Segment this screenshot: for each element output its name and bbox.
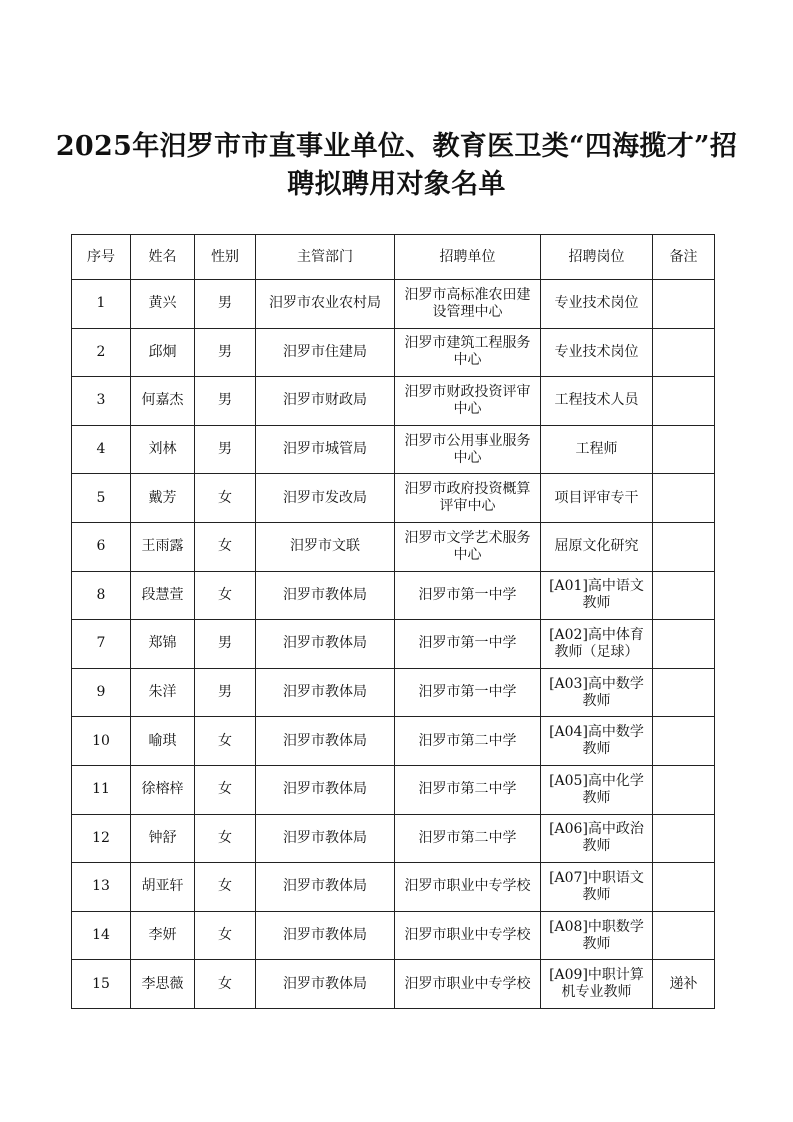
table-row [72, 474, 715, 523]
cell-department: 汨罗市城管局 [256, 425, 395, 474]
cell-department: 汨罗市教体局 [256, 717, 395, 766]
header-department: 主管部门 [256, 235, 395, 280]
cell-remarks [653, 280, 715, 329]
cell-department: 汨罗市教体局 [256, 765, 395, 814]
cell-hiring-unit: 汨罗市第二中学 [395, 765, 541, 814]
cell-position: [A07]中职语文教师 [541, 863, 653, 912]
cell-remarks [653, 522, 715, 571]
cell-name: 王雨露 [131, 522, 195, 571]
cell-name: 李妍 [131, 911, 195, 960]
cell-position: [A02]高中体育教师（足球） [541, 620, 653, 669]
document-title-line1: 2025年汨罗市市直事业单位、教育医卫类“四海揽才”招 [55, 131, 738, 162]
cell-hiring-unit: 汨罗市第二中学 [395, 814, 541, 863]
cell-department: 汨罗市教体局 [256, 814, 395, 863]
cell-gender: 男 [195, 620, 256, 669]
cell-position: 工程技术人员 [541, 377, 653, 426]
cell-serial-number: 10 [72, 717, 131, 766]
cell-hiring-unit: 汨罗市公用事业服务中心 [395, 425, 541, 474]
cell-position: [A09]中职计算机专业教师 [541, 960, 653, 1009]
cell-serial-number: 14 [72, 911, 131, 960]
cell-hiring-unit: 汨罗市第二中学 [395, 717, 541, 766]
cell-gender: 女 [195, 474, 256, 523]
hiring-roster-table [71, 234, 715, 1009]
cell-name: 段慧萱 [131, 571, 195, 620]
cell-department: 汨罗市教体局 [256, 911, 395, 960]
cell-remarks [653, 620, 715, 669]
table-body [72, 280, 715, 1009]
cell-position: 专业技术岗位 [541, 280, 653, 329]
cell-gender: 女 [195, 863, 256, 912]
cell-remarks [653, 717, 715, 766]
cell-remarks [653, 377, 715, 426]
cell-serial-number: 5 [72, 474, 131, 523]
document-title [50, 128, 743, 204]
cell-serial-number: 13 [72, 863, 131, 912]
cell-name: 刘林 [131, 425, 195, 474]
cell-gender: 女 [195, 814, 256, 863]
cell-hiring-unit: 汨罗市职业中专学校 [395, 863, 541, 912]
cell-department: 汨罗市住建局 [256, 328, 395, 377]
cell-serial-number: 2 [72, 328, 131, 377]
cell-name: 黄兴 [131, 280, 195, 329]
cell-remarks [653, 765, 715, 814]
cell-gender: 女 [195, 960, 256, 1009]
cell-department: 汨罗市教体局 [256, 863, 395, 912]
header-position: 招聘岗位 [541, 235, 653, 280]
cell-gender: 女 [195, 717, 256, 766]
cell-serial-number: 6 [72, 522, 131, 571]
header-gender: 性别 [195, 235, 256, 280]
cell-gender: 男 [195, 328, 256, 377]
cell-serial-number: 11 [72, 765, 131, 814]
cell-serial-number: 1 [72, 280, 131, 329]
cell-serial-number: 7 [72, 620, 131, 669]
cell-remarks [653, 911, 715, 960]
cell-remarks [653, 668, 715, 717]
table-row [72, 814, 715, 863]
cell-position: 工程师 [541, 425, 653, 474]
table-row [72, 280, 715, 329]
cell-remarks [653, 814, 715, 863]
table-header-row [72, 235, 715, 280]
cell-gender: 男 [195, 280, 256, 329]
header-remarks: 备注 [653, 235, 715, 280]
cell-name: 朱洋 [131, 668, 195, 717]
table-row [72, 911, 715, 960]
cell-hiring-unit: 汨罗市财政投资评审中心 [395, 377, 541, 426]
cell-name: 邱炯 [131, 328, 195, 377]
cell-hiring-unit: 汨罗市文学艺术服务中心 [395, 522, 541, 571]
table-row [72, 328, 715, 377]
cell-remarks [653, 425, 715, 474]
cell-name: 喻琪 [131, 717, 195, 766]
cell-hiring-unit: 汨罗市政府投资概算评审中心 [395, 474, 541, 523]
cell-hiring-unit: 汨罗市职业中专学校 [395, 960, 541, 1009]
cell-gender: 女 [195, 765, 256, 814]
table-row [72, 620, 715, 669]
cell-name: 胡亚轩 [131, 863, 195, 912]
cell-department: 汨罗市财政局 [256, 377, 395, 426]
cell-gender: 男 [195, 377, 256, 426]
cell-department: 汨罗市教体局 [256, 620, 395, 669]
cell-position: [A05]高中化学教师 [541, 765, 653, 814]
cell-name: 何嘉杰 [131, 377, 195, 426]
cell-hiring-unit: 汨罗市第一中学 [395, 668, 541, 717]
table-row [72, 522, 715, 571]
table-row [72, 717, 715, 766]
table-row [72, 960, 715, 1009]
cell-remarks [653, 863, 715, 912]
cell-remarks [653, 328, 715, 377]
cell-department: 汨罗市教体局 [256, 960, 395, 1009]
cell-gender: 女 [195, 522, 256, 571]
cell-serial-number: 3 [72, 377, 131, 426]
cell-remarks: 递补 [653, 960, 715, 1009]
table-row [72, 571, 715, 620]
cell-position: [A03]高中数学教师 [541, 668, 653, 717]
header-serial-number: 序号 [72, 235, 131, 280]
cell-position: [A01]高中语文教师 [541, 571, 653, 620]
cell-name: 郑锦 [131, 620, 195, 669]
cell-hiring-unit: 汨罗市职业中专学校 [395, 911, 541, 960]
cell-position: 专业技术岗位 [541, 328, 653, 377]
cell-position: 项目评审专干 [541, 474, 653, 523]
cell-department: 汨罗市教体局 [256, 668, 395, 717]
cell-hiring-unit: 汨罗市第一中学 [395, 620, 541, 669]
cell-serial-number: 15 [72, 960, 131, 1009]
cell-name: 徐榕梓 [131, 765, 195, 814]
table-row [72, 668, 715, 717]
cell-department: 汨罗市农业农村局 [256, 280, 395, 329]
cell-position: 屈原文化研究 [541, 522, 653, 571]
document-title-line2: 聘拟聘用对象名单 [287, 169, 506, 200]
cell-hiring-unit: 汨罗市高标准农田建设管理中心 [395, 280, 541, 329]
cell-department: 汨罗市文联 [256, 522, 395, 571]
cell-serial-number: 8 [72, 571, 131, 620]
cell-position: [A06]高中政治教师 [541, 814, 653, 863]
cell-department: 汨罗市发改局 [256, 474, 395, 523]
cell-remarks [653, 571, 715, 620]
cell-serial-number: 9 [72, 668, 131, 717]
cell-name: 戴芳 [131, 474, 195, 523]
cell-serial-number: 12 [72, 814, 131, 863]
table-row [72, 377, 715, 426]
cell-hiring-unit: 汨罗市第一中学 [395, 571, 541, 620]
cell-department: 汨罗市教体局 [256, 571, 395, 620]
table-row [72, 765, 715, 814]
cell-position: [A08]中职数学教师 [541, 911, 653, 960]
header-hiring-unit: 招聘单位 [395, 235, 541, 280]
cell-gender: 男 [195, 425, 256, 474]
cell-name: 钟舒 [131, 814, 195, 863]
cell-gender: 女 [195, 571, 256, 620]
header-name: 姓名 [131, 235, 195, 280]
cell-gender: 女 [195, 911, 256, 960]
cell-gender: 男 [195, 668, 256, 717]
cell-name: 李思薇 [131, 960, 195, 1009]
cell-hiring-unit: 汨罗市建筑工程服务中心 [395, 328, 541, 377]
table-row [72, 425, 715, 474]
cell-serial-number: 4 [72, 425, 131, 474]
cell-position: [A04]高中数学教师 [541, 717, 653, 766]
cell-remarks [653, 474, 715, 523]
table-row [72, 863, 715, 912]
